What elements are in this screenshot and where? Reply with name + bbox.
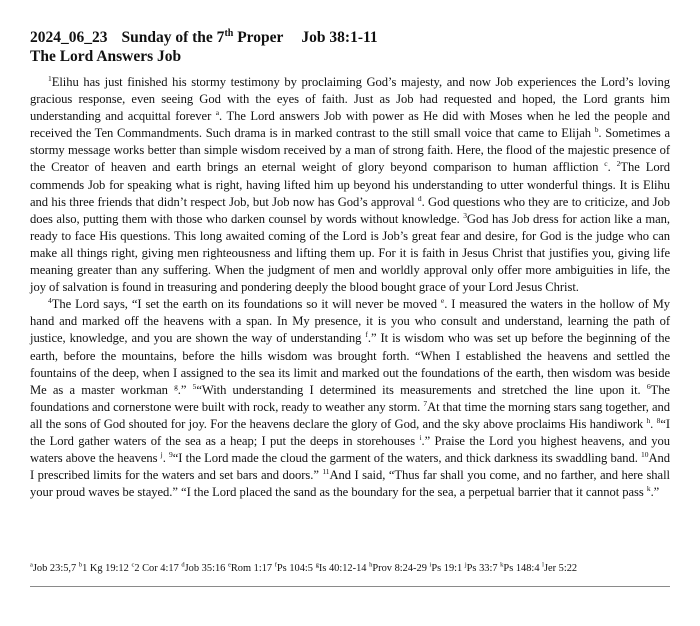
footnote-item [430, 563, 463, 574]
text-run: .” [177, 382, 193, 397]
footnote-mark: b [78, 561, 83, 569]
footnote-item [79, 563, 129, 574]
verse-or-footnote-marker: 7 [423, 398, 428, 408]
footnote-mark: k [500, 561, 504, 569]
footnote-item [542, 563, 577, 574]
footnote-item [228, 563, 272, 574]
header-day-sup: th [224, 27, 234, 39]
footnote-ref: Ps 33:7 [466, 563, 498, 574]
text-run: The Lord says, “I set the earth on its foundations so it will never be moved [51, 297, 441, 312]
verse-or-footnote-marker: 8 [656, 415, 661, 425]
verse-or-footnote-marker: a [215, 108, 220, 117]
footnote-ref: Ps 104:5 [276, 563, 313, 574]
footnote-item [275, 563, 313, 574]
header-day-suffix: Proper [233, 29, 284, 46]
verse-or-footnote-marker: b [594, 125, 599, 135]
text-run: . I measured the waters in the hollow of My hand and marked off the heavens with a span. In My presence, it is you who consult and understand, learning the path of justice, knowledge, and you are shown the way of understanding [30, 297, 671, 346]
verse-or-footnote-marker: 10 [641, 449, 649, 459]
verse-or-footnote-marker: k [646, 484, 651, 494]
footnote-mark: a [30, 561, 33, 569]
verse-or-footnote-marker: h [646, 415, 651, 425]
footnote-ref: Jer 5:22 [543, 563, 578, 574]
verse-or-footnote-marker: i [419, 432, 422, 442]
footnote-item [131, 563, 178, 574]
text-run: “I the Lord made the cloud the garment of the waters, and thick darkness its swaddling band. [172, 451, 642, 466]
footnote-mark: c [131, 561, 135, 569]
footnote-ref: Job 35:16 [184, 563, 226, 574]
footnote-ref: 1 Kg 19:12 [82, 563, 129, 574]
footnote-mark: l [542, 561, 544, 569]
text-run: God has Job dress for action like a man, ready to face His questions. This long awaited coming of the Lord is Job’s great fear and desire, for God is the judge who can make all things right, giving men righteousness and lifting them up. For it is faith in Jesus Christ that justifies you, giving life meaning greater than any suffering. When the judgment of men and worldly approval only offer more ambiguities in life, the joy of salvation is found in treasuring and pondering deeply the blood bought grace of your Lord Jesus Christ. [30, 211, 670, 295]
text-run: . Sometimes a stormy message works better than simple wisdom received by a man of strong faith. Here, the flood of the majestic presence of the Creator of heaven and earth brings an eternal weight of glory beyond comparison to human affliction [30, 126, 670, 175]
footnote-mark: f [274, 561, 277, 569]
paragraph-1 [30, 74, 670, 296]
paragraph-2 [30, 296, 670, 501]
header-day [122, 29, 284, 46]
verse-or-footnote-marker: 6 [646, 381, 651, 391]
text-run: “I the Lord gather waters of the sea as a heap; I put the deeps in storehouses [30, 416, 671, 448]
verse-or-footnote-marker: 9 [169, 449, 173, 459]
verse-or-footnote-marker: 3 [463, 210, 467, 220]
footnote-mark: g [315, 561, 319, 569]
text-run: .” It is wisdom who was set up before the beginning of the earth, before the mountains, before the hills wisdom was brought forth. “When I established the heavens and settled the fountains of the deep, when I assigned to the sea its limit and marked out the foundations of the earth, then wisdom was beside Me as a master workman [30, 331, 670, 397]
footnote-mark: i [429, 561, 432, 569]
text-run: “With understanding I determined its measurements and stretched the line upon it. [196, 382, 647, 397]
text-run: And I prescribed limits for the waters and set bars and doors.” [30, 451, 670, 483]
verse-or-footnote-marker: c [604, 159, 608, 169]
verse-or-footnote-marker: 2 [616, 159, 621, 169]
text-run: . God questions who they are to criticize, and Job does also, putting them with those who darken counsel by words without knowledge. [30, 194, 670, 226]
footnote-item [181, 563, 225, 574]
text-run: .” [650, 485, 660, 500]
text-run: The Lord commends Job for speaking what is right, having lifted him up beyond his understanding to utter wonderful things. It is Elihu and his three friends that didn’t respect Job, but Job now has God’s approval [30, 160, 671, 209]
footnote-ref: Is 40:12-14 [318, 563, 367, 574]
page-title: The Lord Answers Job [30, 48, 182, 65]
footnote-mark: j [464, 561, 467, 569]
footnotes [30, 562, 680, 576]
text-run: At that time the morning stars sang together, and all the sons of God shouted for joy. For the heavens declare the glory of God, and the sky above proclaims His handiwork [30, 399, 671, 431]
text-run: . [162, 451, 170, 466]
header-date: 2024_06_23 [30, 29, 108, 46]
verse-or-footnote-marker: g [174, 381, 178, 391]
footnote-ref: Prov 8:24-29 [372, 563, 427, 574]
verse-or-footnote-marker: d [417, 193, 422, 203]
footnote-mark: e [227, 561, 231, 569]
text-run: Elihu has just finished his stormy testimony by proclaiming God’s majesty, and now Job experiences the Lord’s loving gracious response, even seeing God with the eyes of faith. Just as Job had requested and hoped, the Lord grants him understanding and acquittal forever [30, 75, 670, 124]
footnote-item [316, 563, 367, 574]
footnote-item [465, 563, 498, 574]
body-text [30, 74, 670, 501]
header-day-prefix: Sunday of the 7 [121, 29, 225, 46]
verse-or-footnote-marker: 5 [192, 381, 197, 391]
footnote-ref: Ps 19:1 [431, 563, 463, 574]
footnote-item [500, 563, 539, 574]
footnote-ref: Job 23:5,7 [32, 563, 77, 574]
text-run: .” Praise the Lord you highest heavens, and you waters above the heavens [30, 433, 670, 466]
footnote-item [30, 563, 76, 574]
text-run: . [650, 416, 657, 431]
verse-or-footnote-marker: j [160, 449, 163, 459]
header-date-line [30, 28, 670, 47]
verse-or-footnote-marker: 1 [48, 73, 52, 83]
text-run: And I said, “Thus far shall you come, and no farther, and here shall your proud waves be stayed.” “I the Lord placed the sand as the boundary for the sea, a perpetual barrier that it cannot pass [30, 468, 670, 500]
verse-or-footnote-marker: 11 [322, 466, 330, 476]
text-run: . The Lord answers Job with power as He did with Moses when he led the people and received the Ten Commandments. Such drama is in marked contrast to the still small voice that came to Elijah [30, 109, 670, 141]
text-run: . [607, 160, 617, 175]
text-run: The foundations and cornerstone were built with rock, ready to weather any storm. [30, 382, 670, 414]
footnotes-divider [30, 586, 670, 587]
footnote-ref: Ps 148:4 [503, 563, 540, 574]
header-reference: Job 38:1-11 [301, 29, 378, 46]
footnote-ref: 2 Cor 4:17 [134, 563, 179, 574]
footnote-mark: h [369, 561, 373, 569]
footnote-mark: d [181, 561, 185, 569]
verse-or-footnote-marker: 4 [48, 296, 52, 306]
verse-or-footnote-marker: e [440, 296, 445, 306]
footnote-item [369, 563, 427, 574]
footnote-ref: Rom 1:17 [230, 563, 273, 574]
verse-or-footnote-marker: f [365, 330, 368, 340]
